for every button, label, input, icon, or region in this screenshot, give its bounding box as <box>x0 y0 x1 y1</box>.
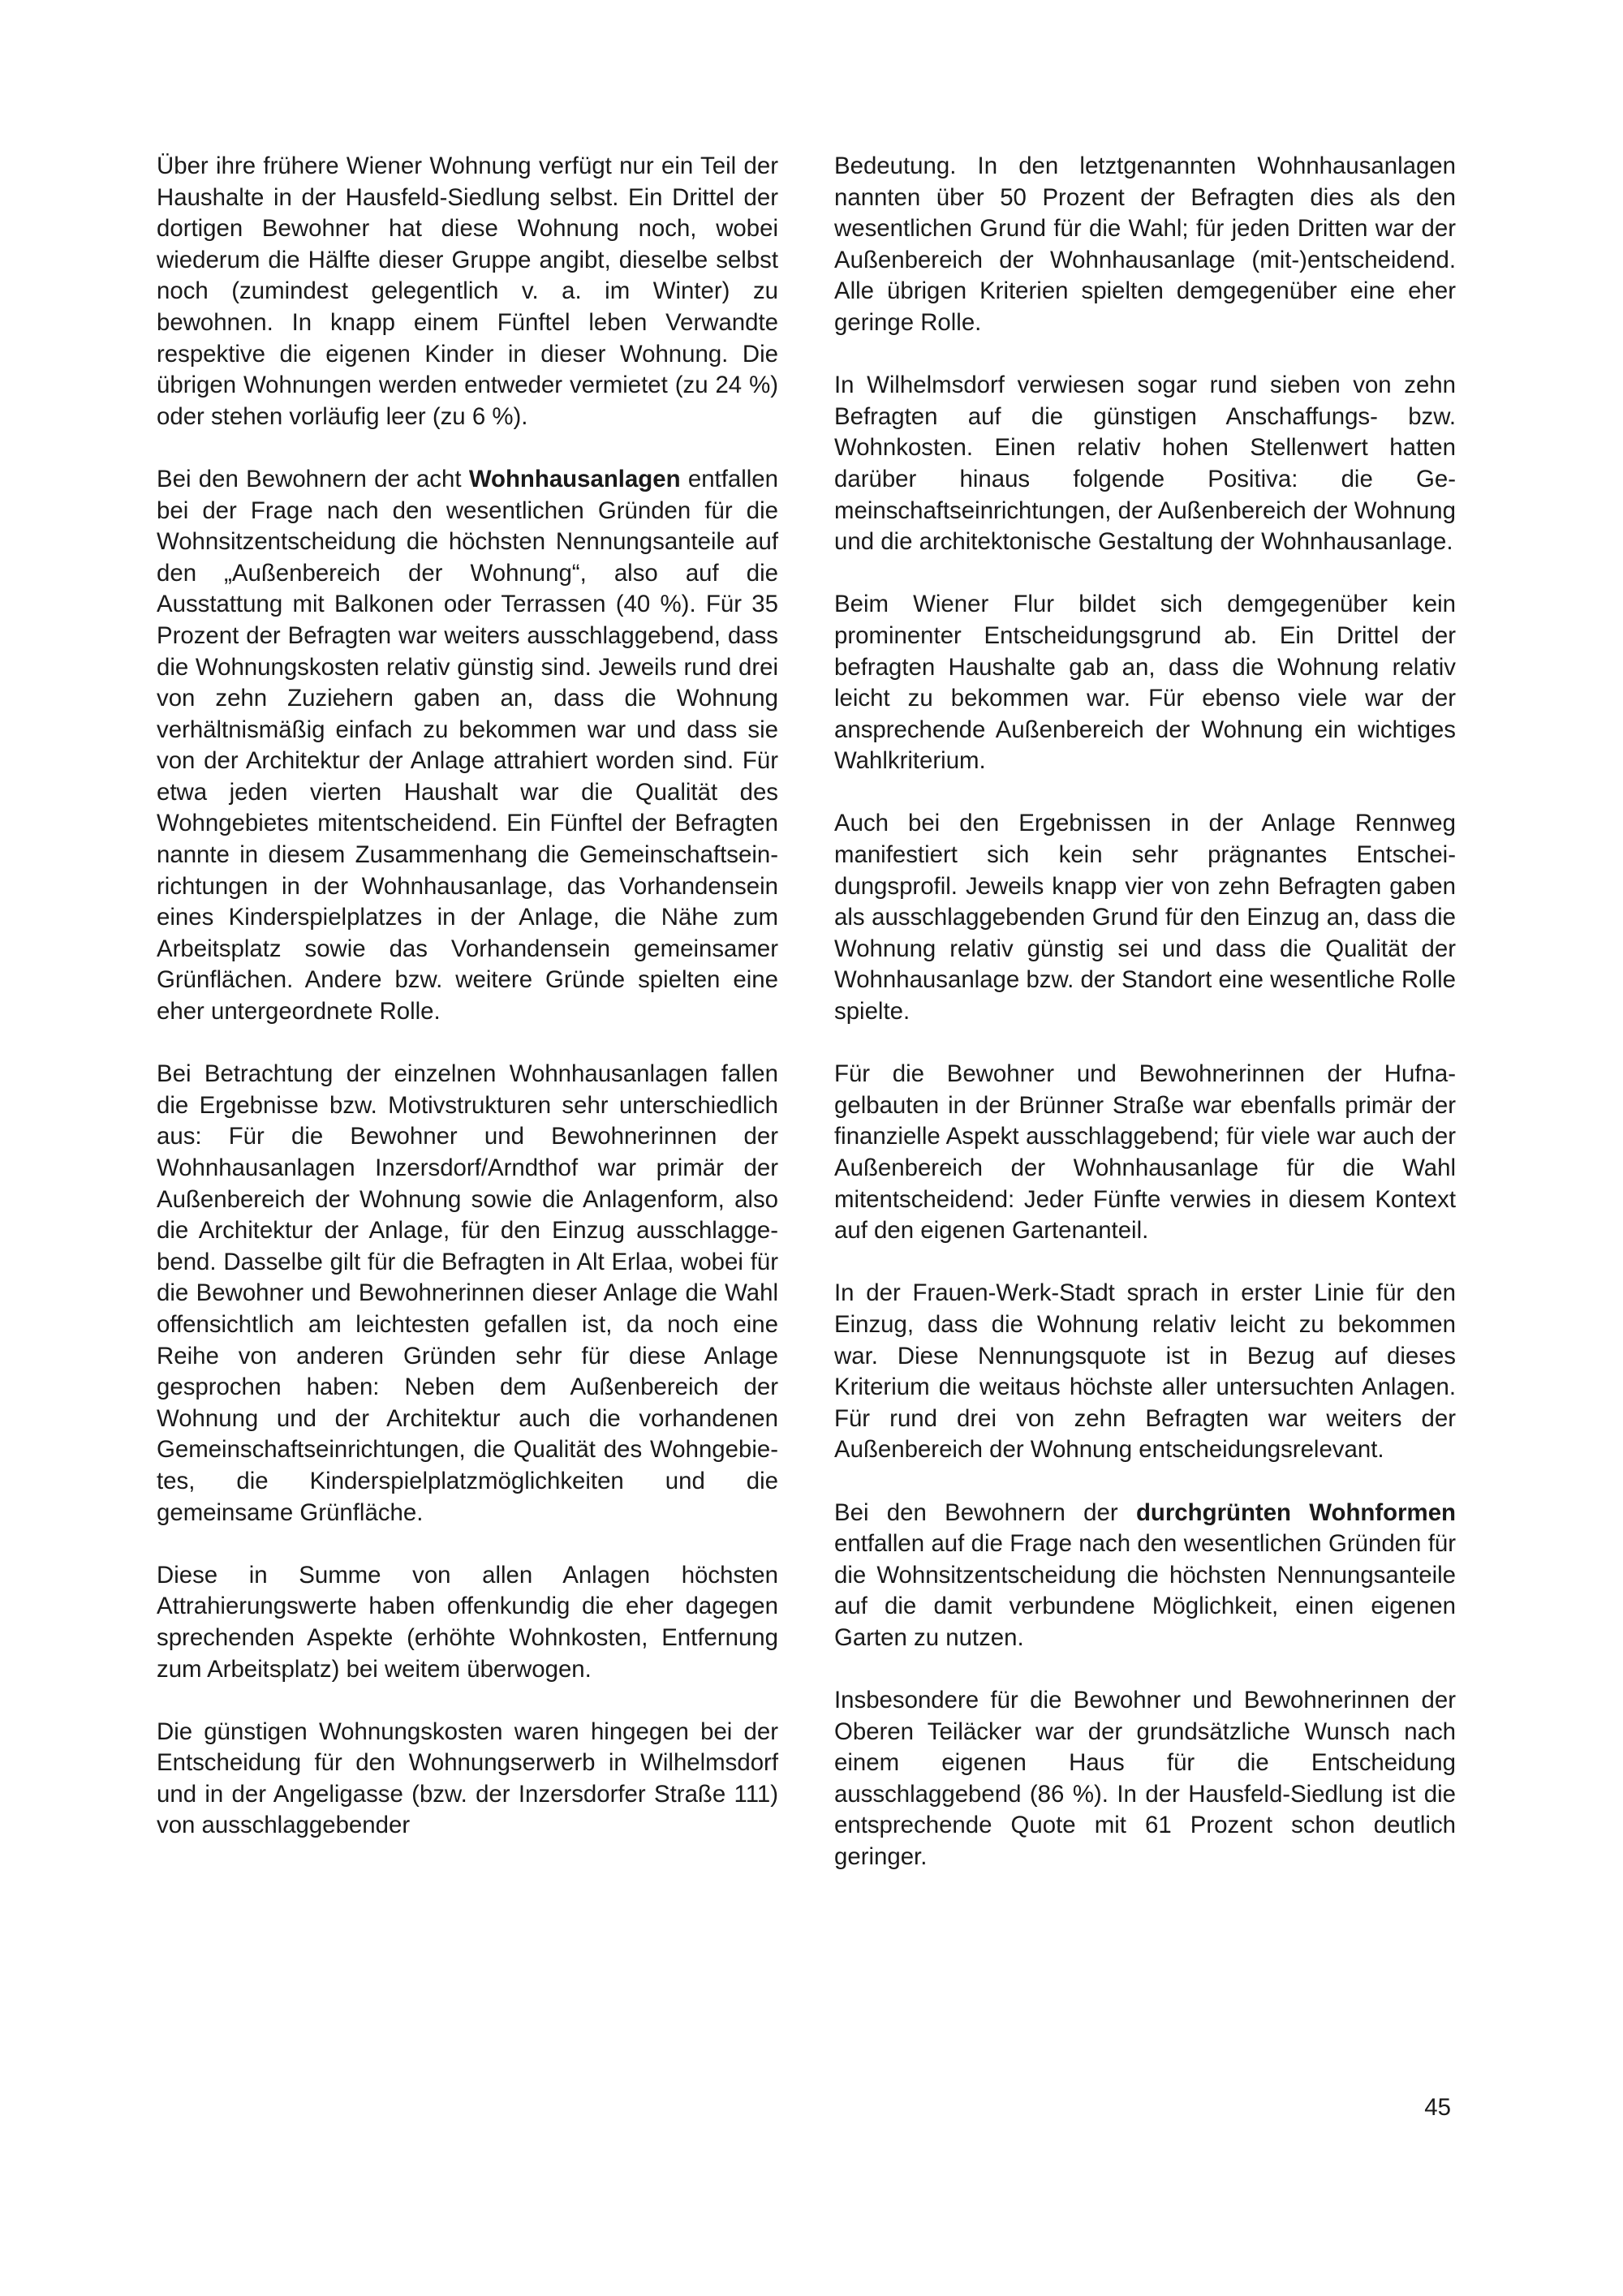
paragraph-obere-teiläcker: Insbesondere für die Bewohner und Bewohnerinnen der Oberen Teiläcker war der grundsätzliche Wunsch nach einem eigenen Haus für die Entscheidung ausschlaggebend (86 %). In der Hausfeld-Siedlung ist die entsprechende Quote mit 61 Prozent schon deutlich geringer. <box>834 1687 1456 1871</box>
left-column <box>157 151 778 1842</box>
bold-term-durchgrünte-wohnformen: durchgrünten Wohnformen <box>1135 1498 1456 1526</box>
paragraph-text: Bei den Bewohnern der <box>834 1498 1136 1526</box>
paragraph-wohnungskosten: Die günstigen Wohnungskosten waren hingegen bei der Entscheidung für den Wohnungserwerb in Wilhelmsdorf und in der Angeligasse (bzw. der Inzersdorfer Straße 111) von ausschlaggebender <box>157 1718 778 1839</box>
page-number: 45 <box>1424 2094 1451 2121</box>
paragraph-rennweg: Auch bei den Ergebnissen in der Anlage Rennweg manifestiert sich kein sehr prägnantes Entscheidungsprofil. Jeweils knapp vier von zehn Befragten gaben als ausschlaggebenden Grund für den Einzug an, dass die Wohnung relativ günstig sei und dass die Qualität der Wohnhausanlage bzw. der Standort eine wesentliche Rolle spielte. <box>834 810 1456 1025</box>
paragraph-frauen-werk-stadt: In der Frauen-Werk-Stadt sprach in erster Linie für den Einzug, dass die Wohnung relativ leicht zu bekommen war. Diese Nennungsquote ist in Bezug auf dieses Kriterium die weitaus höchste aller untersuchten Anlagen. Für rund drei von zehn Befragten war weiters der Außenbereich der Wohnung entscheidungsrelevant. <box>834 1279 1456 1464</box>
paragraph-durchgrünte-wohnformen <box>834 1498 1456 1654</box>
right-column <box>834 151 1456 1873</box>
paragraph-wilhelmsdorf: In Wilhelmsdorf verwiesen sogar rund sieben von zehn Befragten auf die günstigen Anschaffungs- bzw. Wohnkosten. Einen relativ hohen Stellenwert hatten darüber hinaus folgende Positiva: die Gemeinschaftseinrichtungen, der Außenbereich der Wohnung und die architektonische Gestaltung der Wohnhausanlage. <box>834 372 1456 556</box>
paragraph-text: entfallen auf die Frage nach den wesentlichen Gründen für die Wohnsitzentscheidung die höchsten Nennungsanteile auf die damit verbundene Möglichkeit, einen eigenen Garten zu nutzen. <box>834 1530 1456 1651</box>
paragraph-bedeutung: Bedeutung. In den letztgenannten Wohnhausanlagen nannten über 50 Prozent der Befragten dies als den wesentlichen Grund für die Wahl; für jeden Dritten war der Außenbereich der Wohnhausanlage (mit-)entscheidend. Alle übrigen Kriterien spielten demgegenüber eine eher geringe Rolle. <box>834 153 1456 336</box>
paragraph-frühere-wohnung: Über ihre frühere Wiener Wohnung verfügt nur ein Teil der Haushalte in der Hausfeld-Siedlung selbst. Ein Drittel der dortigen Bewohner hat diese Wohnung noch, wobei wiederum die Hälfte dieser Gruppe angibt, dieselbe selbst noch (zumindest gelegentlich v. a. im Winter) zu bewohnen. In knapp einem Fünftel leben Verwandte respektive die eigenen Kinder in dieser Wohnung. Die übrigen Wohnungen werden entweder vermietet (zu 24 %) oder stehen vorläufig leer (zu 6 %). <box>157 153 778 430</box>
paragraph-wiener-flur: Beim Wiener Flur bildet sich demgegenüber kein prominenter Entscheidungsgrund ab. Ein Drittel der befragten Haushalte gab an, dass die Wohnung relativ leicht zu bekommen war. Für ebenso viele war der ansprechende Außenbereich der Wohnung ein wichtiges Wahlkriterium. <box>834 591 1456 775</box>
paragraph-hufnagelbauten: Für die Bewohner und Bewohnerinnen der Hufnagelbauten in der Brünner Straße war ebenfalls primär der finanzielle Aspekt ausschlaggebend; für viele war auch der Außenbereich der Wohnhausanlage für die Wahl mitentscheidend: Jeder Fünfte verwies in diesem Kontext auf den eigenen Gartenanteil. <box>834 1060 1456 1245</box>
paragraph-text: Bei den Bewohnern der acht <box>157 465 469 492</box>
paragraph-wohnhausanlagen <box>157 464 778 1028</box>
paragraph-einzelne-anlagen: Bei Betrachtung der einzelnen Wohnhausanlagen fallen die Ergebnisse bzw. Motivstrukturen sehr unterschiedlich aus: Für die Bewohner und Bewohnerinnen der Wohnhausanlagen Inzersdorf/Arndthof war primär der Außenbereich der Wohnung sowie die Anlagenform, also die Architektur der Anlage, für den Einzug ausschlaggebend. Dasselbe gilt für die Befragten in Alt Erlaa, wobei für die Bewohner und Bewohnerinnen dieser Anlage die Wahl offensichtlich am leichtesten gefallen ist, da noch eine Reihe von anderen Gründen sehr für diese Anlage gesprochen haben: Neben dem Außenbereich der Wohnung und der Architektur auch die vorhandenen Gemeinschaftseinrichtungen, die Qualität des Wohngebietes, die Kinderspielplatzmöglichkeiten und die gemeinsame Grünfläche. <box>157 1060 778 1526</box>
paragraph-attrahierungswerte: Diese in Summe von allen Anlagen höchsten Attrahierungswerte haben offenkundig die eher dagegen sprechenden Aspekte (erhöhte Wohnkosten, Entfernung zum Arbeitsplatz) bei weitem überwogen. <box>157 1561 778 1683</box>
paragraph-text: entfallen bei der Frage nach den wesentlichen Gründen für die Wohnsitzentscheidung die höchsten Nennungsanteile auf den „Außenbereich der Wohnung“, also auf die Ausstattung mit Balkonen oder Terrassen (40 %). Für 35 Prozent der Befragten war weiters ausschlaggebend, dass die Wohnungskosten relativ günstig sind. Jeweils rund drei von zehn Zuziehern gaben an, dass die Wohnung verhältnismäßig einfach zu bekommen war und dass sie von der Architektur der Anlage attrahiert worden sind. Für etwa jeden vierten Haushalt war die Qualität des Wohngebietes mitentscheidend. Ein Fünftel der Befragten nannte in diesem Zusammenhang die Gemeinschaftseinrichtungen in der Wohnhausanlage, das Vorhandensein eines Kinderspielplatzes in der Anlage, die Nähe zum Arbeitsplatz sowie das Vorhandensein gemeinsamer Grünflächen. Andere bzw. weitere Gründe spielten eine eher untergeordnete Rolle. <box>157 465 778 1025</box>
bold-term-wohnhausanlagen: Wohnhausanlagen <box>468 465 681 492</box>
